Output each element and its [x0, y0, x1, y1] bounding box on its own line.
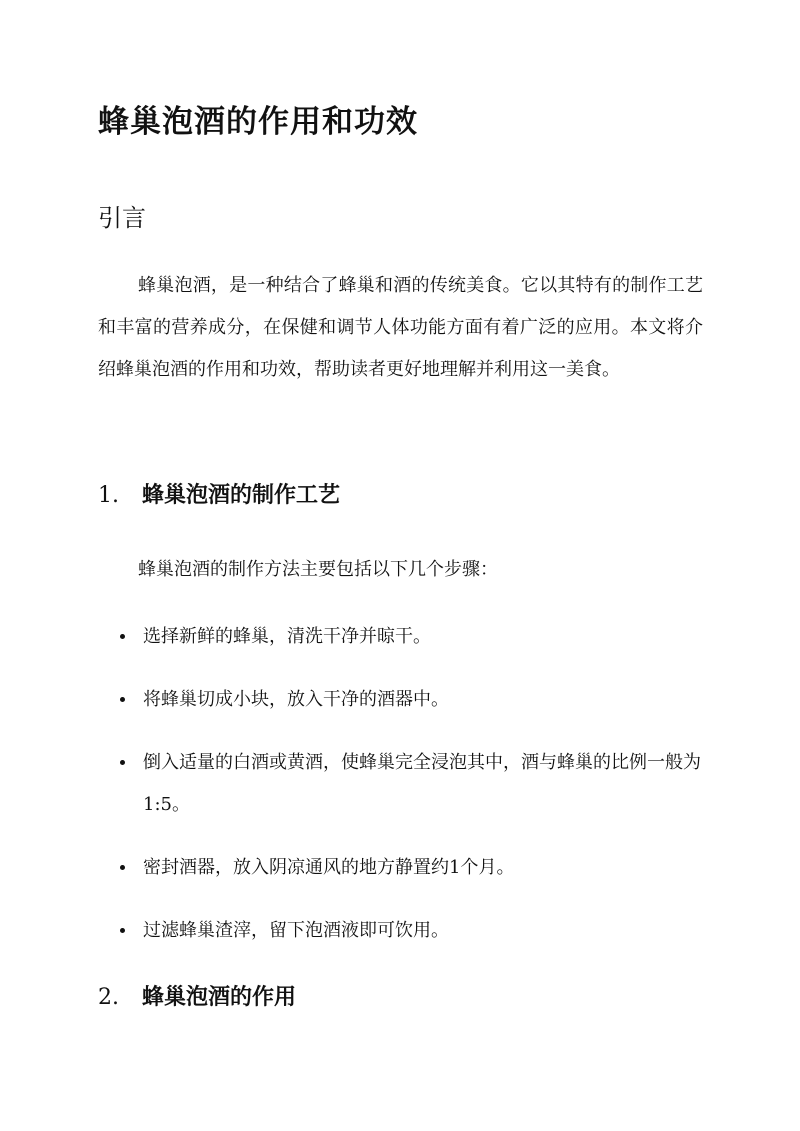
section-title: 蜂巢泡酒的作用 — [142, 984, 297, 1010]
list-item — [116, 616, 706, 658]
bullet-icon — [120, 928, 125, 933]
step-text: 将蜂巢切成小块，放入干净的酒器中。 — [143, 689, 449, 710]
step-text: 密封酒器，放入阴凉通风的地方静置约1个月。 — [143, 857, 515, 878]
list-item — [116, 910, 706, 952]
step-text: 倒入适量的白酒或黄酒，使蜂巢完全浸泡其中，酒与蜂巢的比例一般为1:5。 — [143, 752, 701, 815]
section-number: 2. — [98, 985, 119, 1010]
intro-paragraph: 蜂巢泡酒，是一种结合了蜂巢和酒的传统美食。它以其特有的制作工艺和丰富的营养成分，在保健和调节人体功能方面有着广泛的应用。本文将介绍蜂巢泡酒的作用和功效，帮助读者更好地理解并利用这一美食。 — [98, 275, 703, 380]
bullet-icon — [120, 760, 125, 765]
bullet-icon — [120, 634, 125, 639]
step-text: 选择新鲜的蜂巢，清洗干净并晾干。 — [143, 626, 431, 647]
section-number: 1. — [98, 483, 119, 508]
section-heading-2 — [98, 980, 296, 1011]
bullet-icon — [120, 697, 125, 702]
document-title: 蜂巢泡酒的作用和功效 — [98, 104, 418, 140]
step-text: 过滤蜂巢渣滓，留下泡酒液即可饮用。 — [143, 920, 449, 941]
intro-heading: 引言 — [98, 204, 146, 232]
list-item — [116, 742, 706, 826]
section-title: 蜂巢泡酒的制作工艺 — [142, 482, 341, 508]
section-heading-1 — [98, 478, 340, 509]
section-lead-text: 蜂巢泡酒的制作方法主要包括以下几个步骤： — [138, 559, 498, 580]
bullet-icon — [120, 865, 125, 870]
list-item — [116, 679, 706, 721]
list-item — [116, 847, 706, 889]
steps-list — [116, 616, 706, 973]
